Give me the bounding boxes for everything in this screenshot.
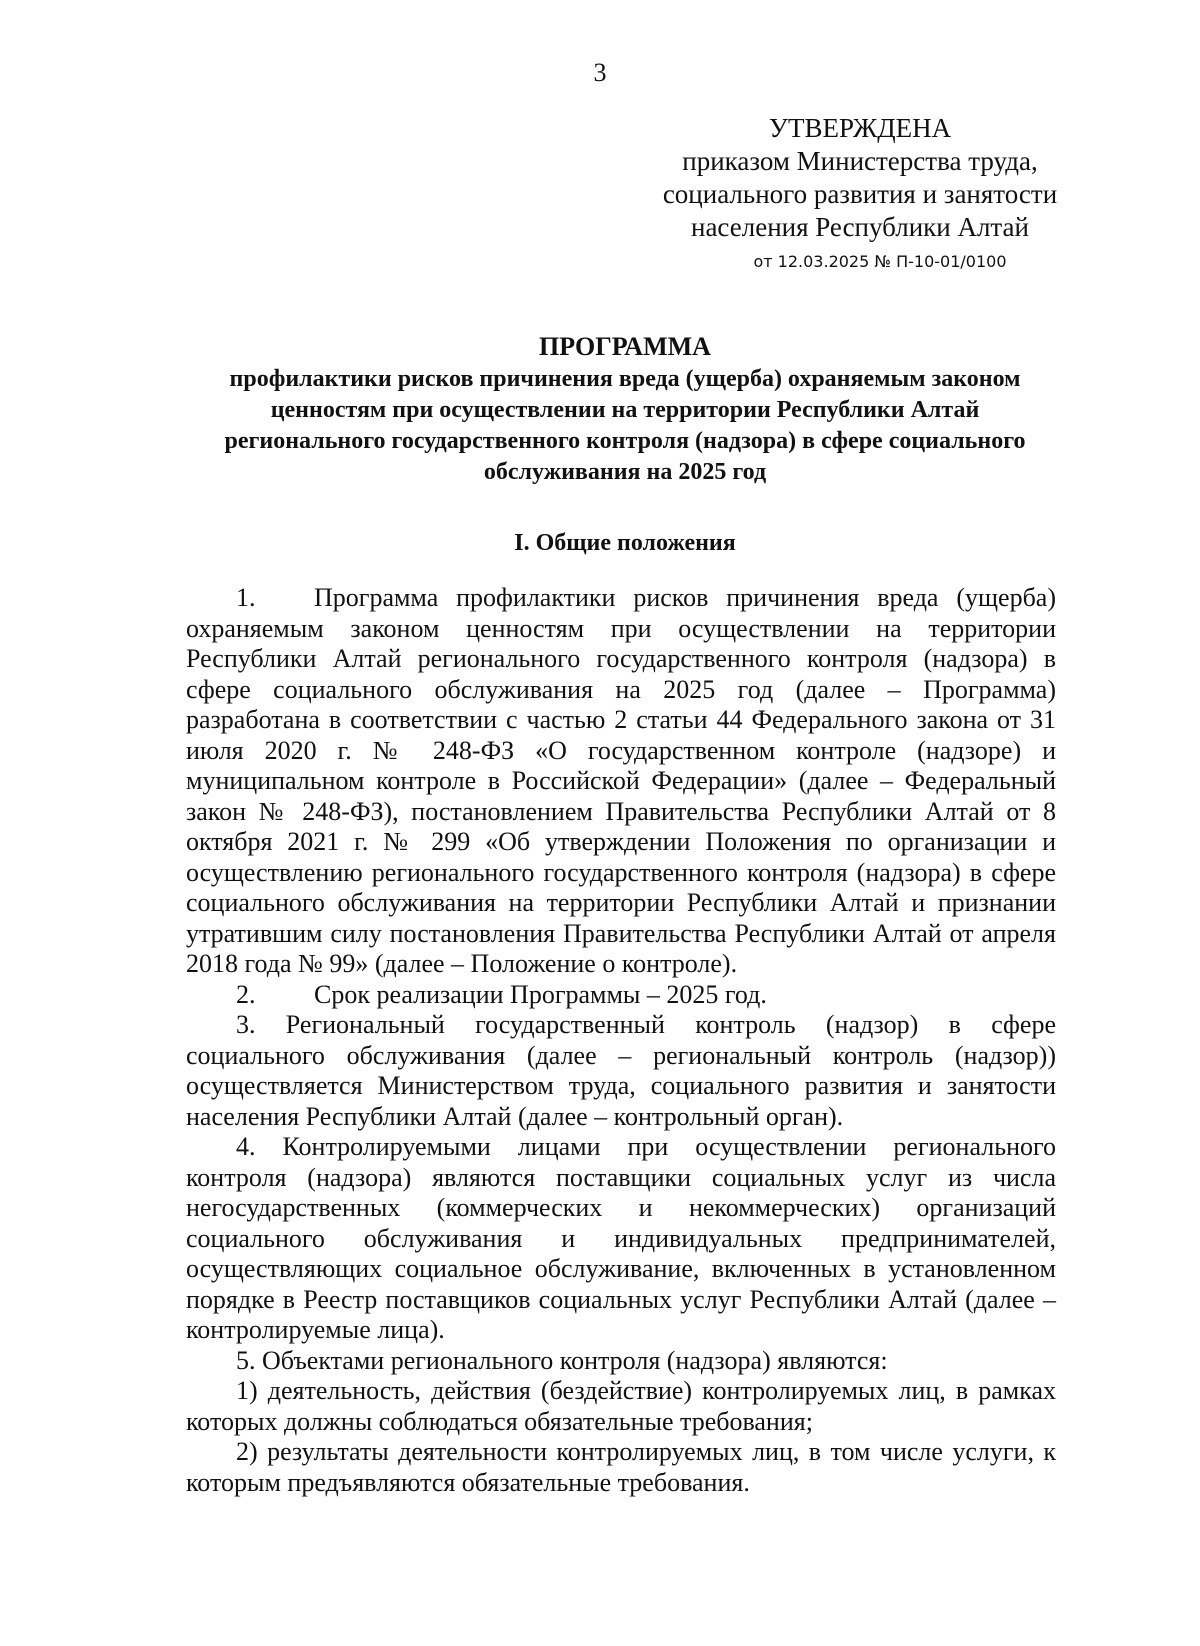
paragraph (186, 980, 1056, 1011)
paragraph-text: Программа профилактики рисков причинения вреда (ущерба) охраняемым законом ценностям при осуществлении на территории Республики Алтай регионального государственного контроля (надзора) в сфере социального обслуживания на 2025 год (далее – Программа) разработана в соответствии с частью 2 статьи 44 Федерального закона от 31 июля 2020 г. № 248-ФЗ «О государственном контроле (надзоре) и муниципальном контроле в Российской Федерации» (далее – Федеральный закон № 248-ФЗ), постановлением Правительства Республики Алтай от 8 октября 2021 г. № 299 «Об утверждении Положения по организации и осуществлению регионального государственного контроля (надзора) в сфере социального обслуживания на территории Республики Алтай и признании утратившим силу постановления Правительства Республики Алтай от апреля 2018 года № 99» (далее – Положение о контроле). (186, 583, 1056, 978)
paragraph-text: 5. Объектами регионального контроля (надзора) являются: (236, 1345, 888, 1375)
paragraph (186, 1376, 1056, 1437)
section-heading: I. Общие положения (514, 530, 736, 556)
approval-line: приказом Министерства труда, (682, 146, 1038, 176)
approval-block (600, 112, 1120, 274)
program-subtitle-line: ценностям при осуществлении на территории Республики Алтай (270, 397, 980, 423)
paragraph-text: 2) результаты деятельности контролируемых лиц, в том числе услуги, к которым предъявляются обязательные требования. (186, 1437, 1056, 1497)
paragraph (186, 583, 1056, 980)
program-subtitle-line: профилактики рисков причинения вреда (ущерба) охраняемым законом (229, 366, 1021, 392)
paragraph-text: 3. Региональный государственный контроль (надзор) в сфере социального обслуживания (далее – региональный контроль (надзор)) осуществляется Министерством труда, социального развития и занятости населения Республики Алтай (далее – контрольный орган). (186, 1010, 1056, 1131)
approval-line: населения Республики Алтай (691, 212, 1029, 242)
document-body (186, 583, 1056, 1498)
paragraph-text: 1) деятельность, действия (бездействие) контролируемых лиц, в рамках которых должны соблюдаться обязательные требования; (186, 1376, 1056, 1436)
paragraph-text: Срок реализации Программы – 2025 год. (314, 979, 767, 1009)
paragraph-text: 4. Контролируемыми лицами при осуществлении регионального контроля (надзора) являются поставщики социальных услуг из числа негосударственных (коммерческих и некоммерческих) организаций социального обслуживания и индивидуальных предпринимателей, осуществляющих социальное обслуживание, включенных в установленном порядке в Реестр поставщиков социальных услуг Республики Алтай (далее – контролируемые лица). (186, 1132, 1056, 1344)
paragraph (186, 1132, 1056, 1346)
paragraph-number: 2. (236, 979, 256, 1009)
paragraph (186, 1010, 1056, 1132)
paragraph (186, 1437, 1056, 1498)
program-title-block (150, 331, 1100, 488)
approval-date-number: от 12.03.2025 № П-10-01/0100 (753, 252, 1007, 271)
approval-line: социального развития и занятости (662, 179, 1058, 209)
approval-heading: УТВЕРЖДЕНА (768, 113, 952, 143)
program-subtitle-line: обслуживания на 2025 год (483, 459, 767, 485)
program-title: ПРОГРАММА (539, 332, 711, 361)
paragraph (186, 1346, 1056, 1377)
program-subtitle-line: регионального государственного контроля (надзора) в сфере социального (224, 428, 1026, 454)
page-number: 3 (593, 58, 607, 87)
paragraph-number: 1. (236, 583, 256, 612)
